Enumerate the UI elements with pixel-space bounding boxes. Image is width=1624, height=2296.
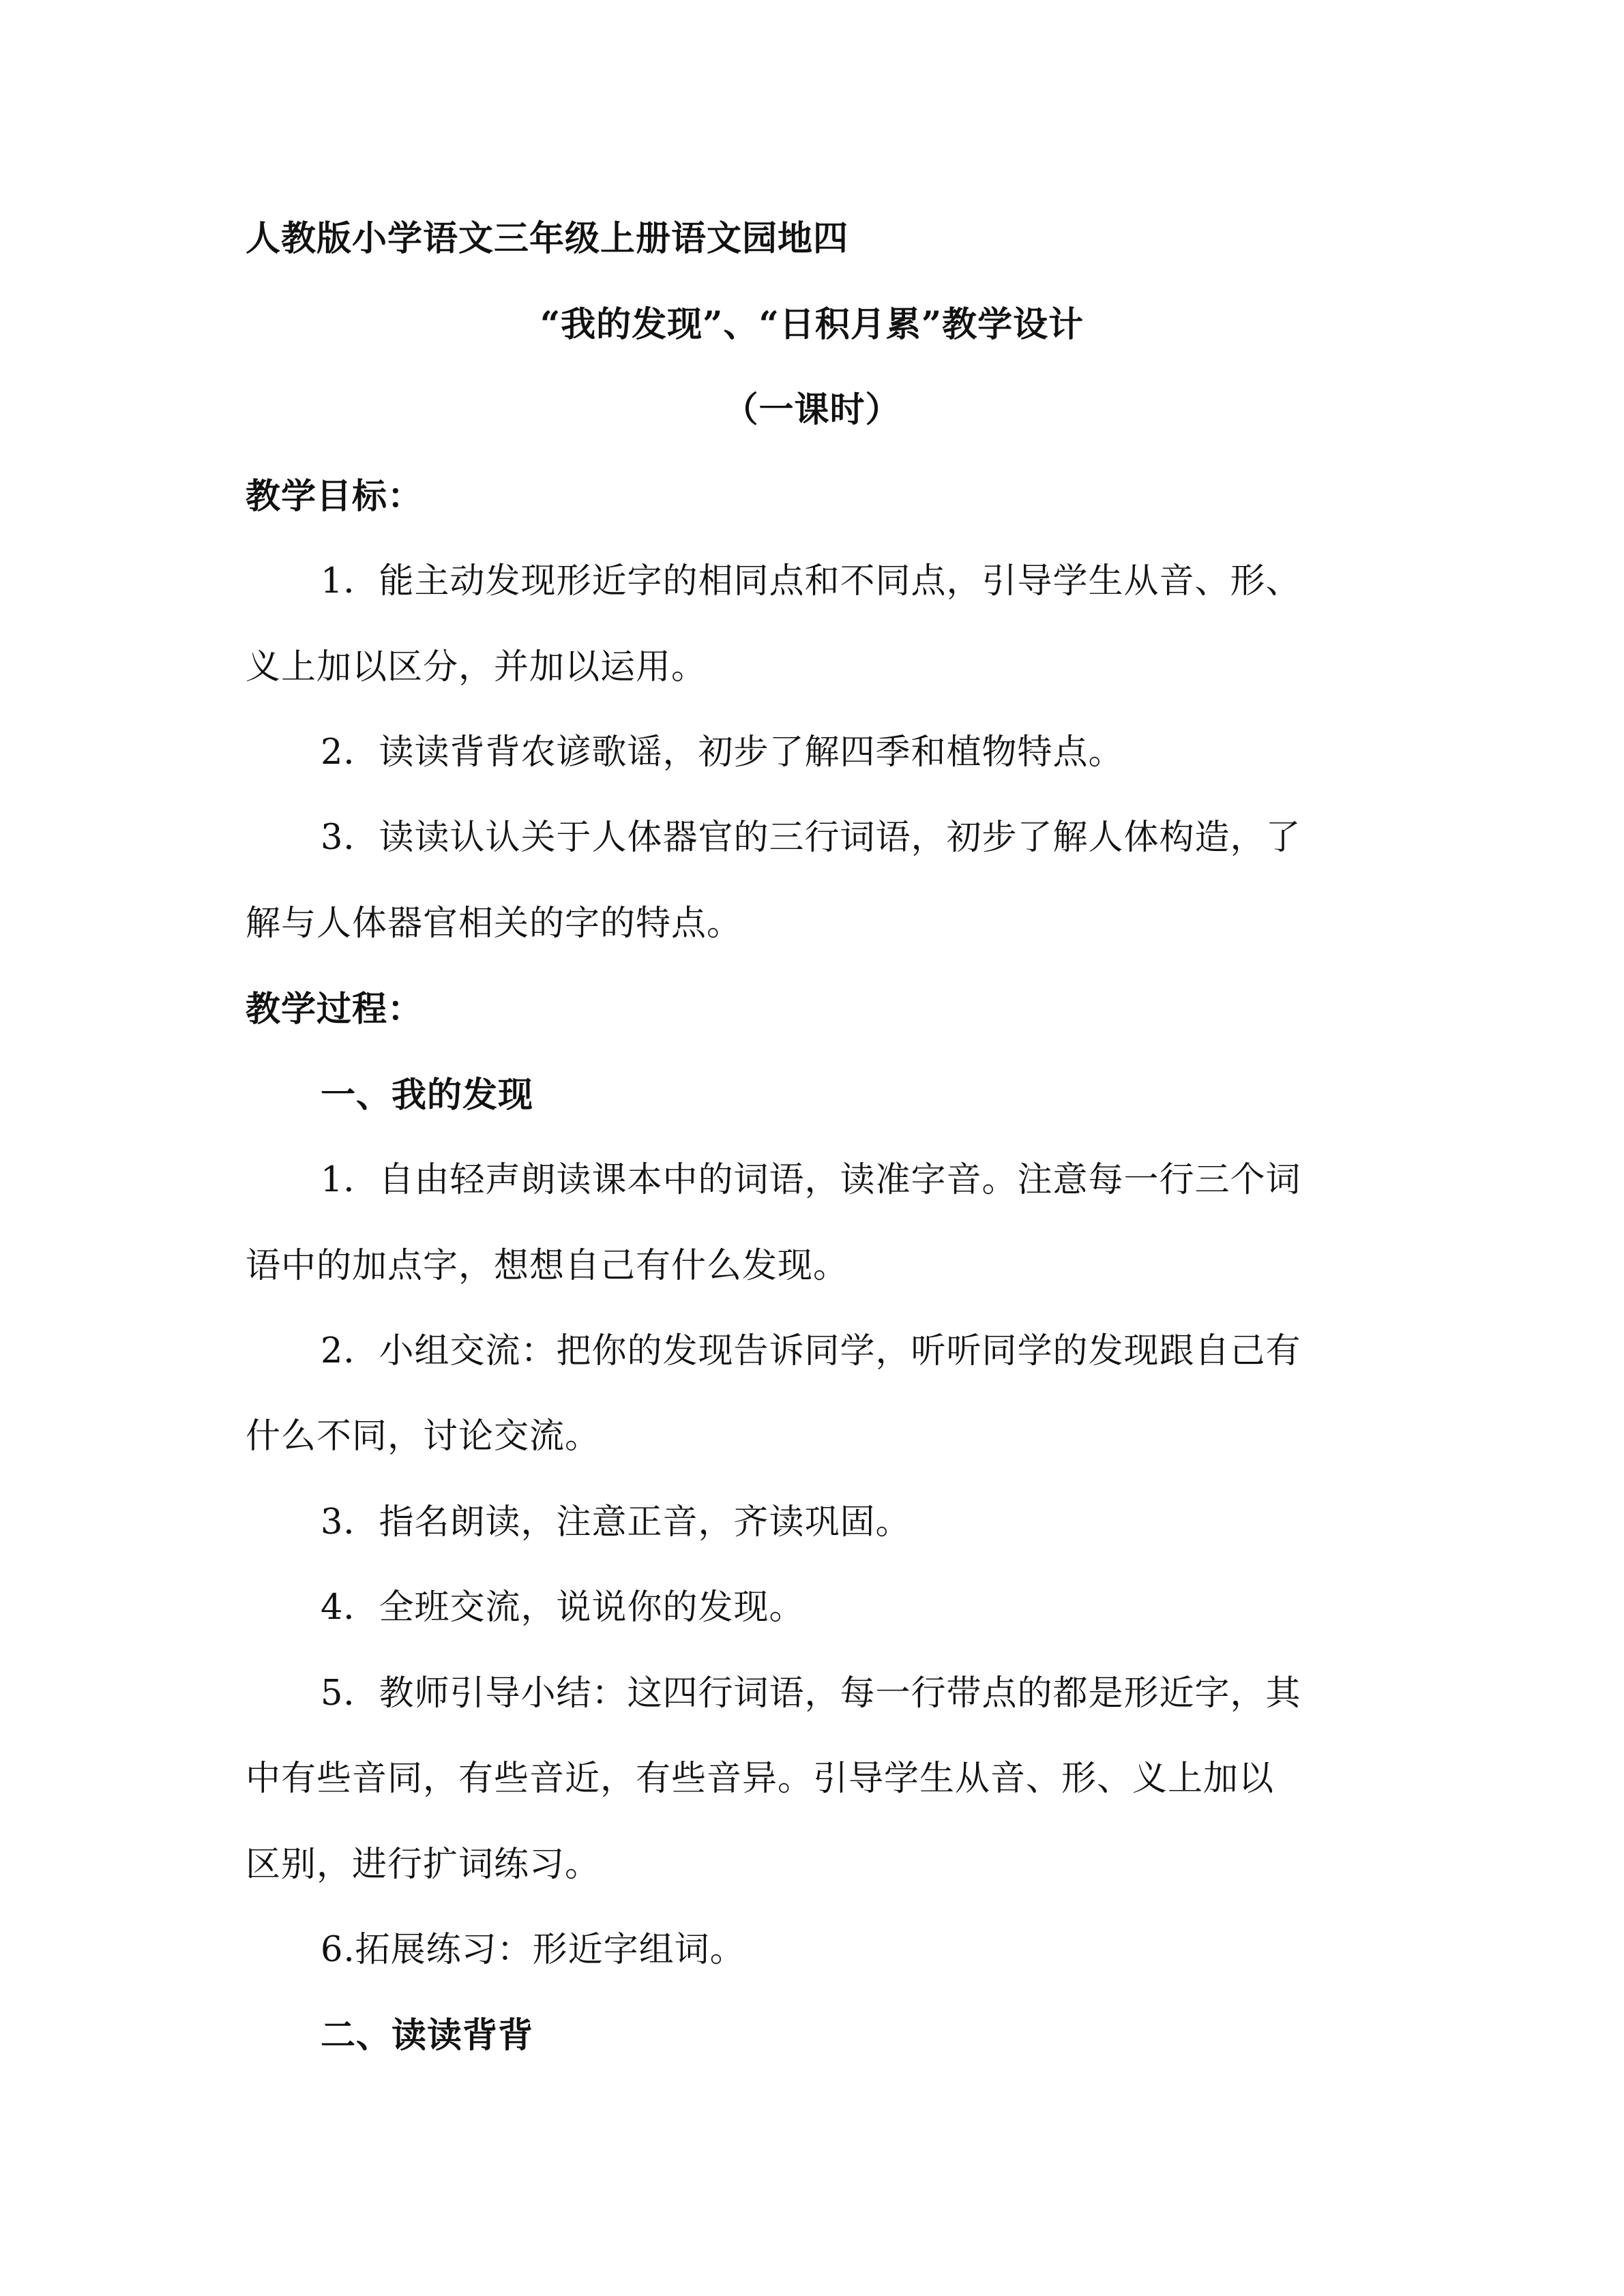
document-title-line-1: 人教版小学语文三年级上册语文园地四 bbox=[246, 218, 849, 259]
objective-1-line-2: 义上加以区分，并加以运用。 bbox=[246, 647, 707, 687]
step-2-line-1: 2．小组交流：把你的发现告诉同学，听听同学的发现跟自己有 bbox=[321, 1331, 1301, 1371]
step-5-line-2: 中有些音同，有些音近，有些音异。引导学生从音、形、义上加以 bbox=[246, 1759, 1275, 1799]
step-6: 6.拓展练习：形近字组词。 bbox=[321, 1930, 745, 1970]
process-heading: 教学过程： bbox=[246, 989, 424, 1030]
objective-1-line-1: 1．能主动发现形近字的相同点和不同点，引导学生从音、形、 bbox=[321, 561, 1301, 601]
section-2-heading: 二、读读背背 bbox=[321, 2015, 534, 2056]
objectives-heading: 教学目标： bbox=[246, 476, 424, 517]
step-3: 3．指名朗读，注意正音，齐读巩固。 bbox=[321, 1502, 911, 1542]
document-title-line-2: “我的发现”、“日积月累”教学设计 bbox=[540, 304, 1084, 345]
section-1-heading: 一、我的发现 bbox=[321, 1075, 534, 1116]
step-4: 4．全班交流，说说你的发现。 bbox=[321, 1587, 805, 1628]
step-1-line-2: 语中的加点字，想想自己有什么发现。 bbox=[246, 1246, 849, 1286]
step-5-line-1: 5．教师引导小结：这四行词语，每一行带点的都是形近字，其 bbox=[321, 1673, 1301, 1714]
step-1-line-1: 1．自由轻声朗读课本中的词语，读准字音。注意每一行三个词 bbox=[321, 1160, 1301, 1200]
objective-2: 2．读读背背农谚歌谣，初步了解四季和植物特点。 bbox=[321, 732, 1124, 773]
step-2-line-2: 什么不同，讨论交流。 bbox=[246, 1416, 601, 1457]
step-5-line-3: 区别，进行扩词练习。 bbox=[246, 1845, 601, 1885]
objective-3-line-1: 3．读读认认关于人体器官的三行词语，初步了解人体构造，了 bbox=[321, 818, 1301, 858]
objective-3-line-2: 解与人体器官相关的字的特点。 bbox=[246, 904, 743, 944]
document-title-line-3: （一课时） bbox=[723, 389, 901, 430]
